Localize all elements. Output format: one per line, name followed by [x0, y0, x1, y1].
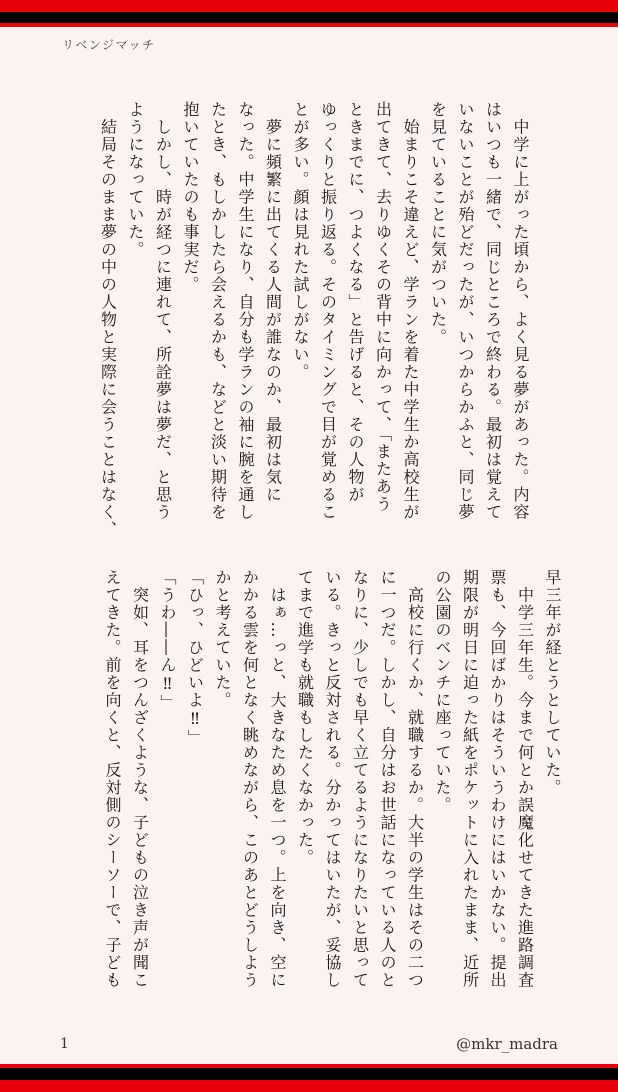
text-column: えてきた。前を向くと、反対側のシーソーで、子ども	[103, 569, 122, 989]
text-column: 突如、耳をつんざくような、子どもの泣き声が聞こ	[130, 569, 150, 989]
bottom-black-band	[0, 1068, 618, 1080]
text-column: 高校に行くか、就職するか。大半の学生はその二つ	[405, 569, 425, 989]
text-column: 「うわ――ん‼」	[158, 569, 177, 712]
text-column: を見ていることに気がついた。	[428, 101, 448, 346]
text-column: なった。中学生になり、自分も学ランの袖に腕を通し	[236, 101, 255, 521]
text-column: 出てきて、去りゆくその背中に向かって、「またあう	[373, 101, 393, 513]
text-column: ときまでに、つよくなる」と告げると、その人物が	[346, 101, 365, 504]
text-column: ゆっくりと振り返る。そのタイミングで目が覚めるこ	[318, 101, 338, 521]
text-column: 抱いていたのも事実だ。	[181, 101, 200, 294]
text-column: てまで進学も就職もしたくなかった。	[295, 569, 315, 867]
text-column: 結局そのまま夢の中の人物と実際に会うことはなく、	[98, 101, 118, 539]
text-column: 始まりこそ違えど、学ランを着た中学生か高校生が	[401, 101, 420, 521]
text-column: 夢に頻繁に出てくる人間が誰なのか、最初は気に	[263, 101, 283, 504]
text-column: 中学三年生。今まで何とか誤魔化せてきた進路調査	[515, 569, 535, 989]
text-column: いないことが殆どだったが、いつからかふと、同じ夢	[456, 101, 475, 521]
text-column: たとき、もしかしたら会えるかも、などと淡い期待を	[208, 101, 228, 521]
page-number: 1	[60, 1036, 69, 1052]
text-column: 期限が明日に迫った紙をポケットに入れたまま、近所	[460, 569, 480, 989]
text-column: はいつも一緒で、同じところで終わる。最初は覚えて	[483, 101, 503, 521]
text-column: に一つだ。しかし、自分はお世話になっている人のと	[378, 569, 397, 989]
text-column: ようになっていた。	[126, 101, 145, 259]
page-header-title: リベンジマッチ	[62, 38, 156, 52]
text-column: とが多い。顔は見れた試しがない。	[291, 101, 310, 381]
bottom-red-band	[0, 1080, 618, 1092]
text-column: はぁ…っと、大きなため息を一つ。上を向き、空に	[268, 569, 287, 989]
text-column: 中学に上がった頃から、よく見る夢があった。内容	[511, 101, 530, 521]
lower-text-block	[58, 569, 566, 999]
text-column: 早三年が経とうとしていた。	[543, 569, 562, 797]
text-column: しかし、時が経つに連れて、所詮夢は夢だ、と思う	[153, 101, 173, 521]
text-column: かかる雲を何となく眺めながら、このあとどうしよう	[240, 569, 260, 989]
author-handle: @mkr_madra	[456, 1035, 558, 1053]
text-column: いる。きっと反対される。分かってはいたが、妥協し	[323, 569, 342, 989]
top-red-stripe	[0, 23, 618, 27]
text-column: 票も、今回ばかりはそういうわけにはいかない。提出	[488, 569, 507, 989]
top-red-band	[0, 0, 618, 12]
text-column: 「ひっ、ひどいよ‼」	[185, 569, 205, 747]
text-column: の公園のベンチに座っていた。	[433, 569, 452, 814]
text-column: かと考えていた。	[213, 569, 232, 709]
upper-text-block	[58, 101, 534, 539]
text-column: なりに、少しでも早く立てるようになりたいと思って	[350, 569, 370, 989]
top-black-band	[0, 12, 618, 23]
